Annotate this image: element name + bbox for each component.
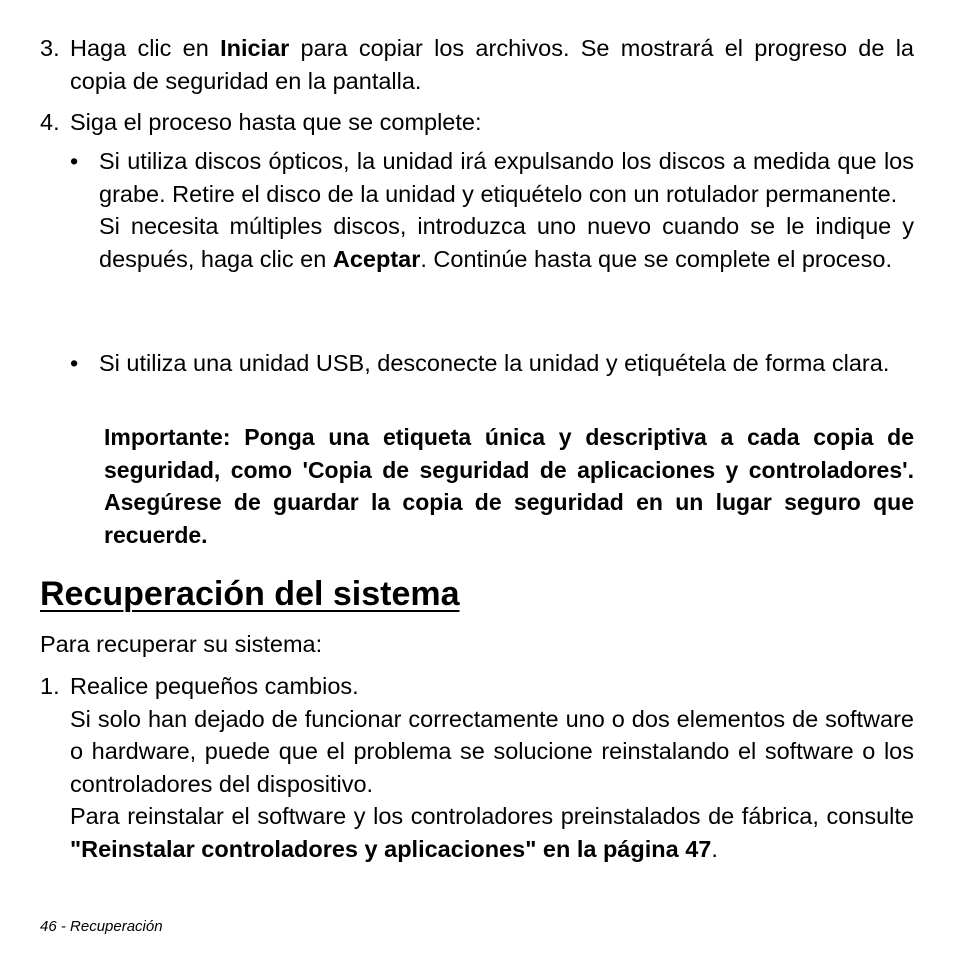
bullet-icon: •: [70, 350, 79, 376]
bullet-paragraph: Si utiliza discos ópticos, la unidad irá expulsando los discos a medida que los grabe. Retire el disco de la unidad y etiquételo con un rotulador permanente.: [99, 148, 914, 207]
step-number: 4.: [40, 109, 60, 135]
section-intro: Para recuperar su sistema:: [40, 631, 323, 657]
step-4-text: Siga el proceso hasta que se complete:: [70, 109, 482, 135]
step-1-paragraph: Si solo han dejado de funcionar correctamente uno o dos elementos de software o hardware, puede que el problema se solucione reinstalando el software o los controladores del dispositivo.: [70, 705, 914, 797]
aceptar-label: Aceptar: [332, 245, 421, 272]
step-1: [40, 670, 914, 865]
page-footer: 46 - Recuperación: [40, 918, 163, 935]
important-note: Importante: Ponga una etiqueta única y descriptiva a cada copia de seguridad, como 'Copia de seguridad de aplicaciones y controladores'. Asegúrese de guardar la copia de seguridad en un lugar seguro que recuerde.: [104, 424, 914, 548]
bullet-icon: •: [70, 148, 79, 174]
step-1-title: Realice pequeños cambios.: [70, 673, 359, 699]
step-number: 1.: [40, 673, 60, 699]
bullet-paragraph: Si necesita múltiples discos, introduzca uno nuevo cuando se le indique y después, haga clic en Aceptar. Continúe hasta que se complete el proceso.: [99, 213, 914, 272]
step-1-paragraph: Para reinstalar el software y los controladores preinstalados de fábrica, consulte "Reinstalar controladores y aplicaciones" en la página 47.: [70, 803, 914, 862]
step-3: [40, 32, 914, 97]
bullet-optical-discs: [70, 145, 914, 275]
step-3-text: Haga clic en Iniciar para copiar los archivos. Se mostrará el progreso de la copia de seguridad en la pantalla.: [70, 35, 914, 94]
bullet-paragraph: Si utiliza una unidad USB, desconecte la unidad y etiquétela de forma clara.: [99, 350, 890, 376]
step-number: 3.: [40, 35, 60, 61]
iniciar-label: Iniciar: [220, 35, 290, 61]
section-title: Recuperación del sistema: [40, 575, 460, 613]
cross-reference-link[interactable]: "Reinstalar controladores y aplicaciones" en la página 47: [70, 835, 712, 862]
bullet-usb-drive: [70, 347, 914, 380]
step-4: [40, 106, 914, 139]
